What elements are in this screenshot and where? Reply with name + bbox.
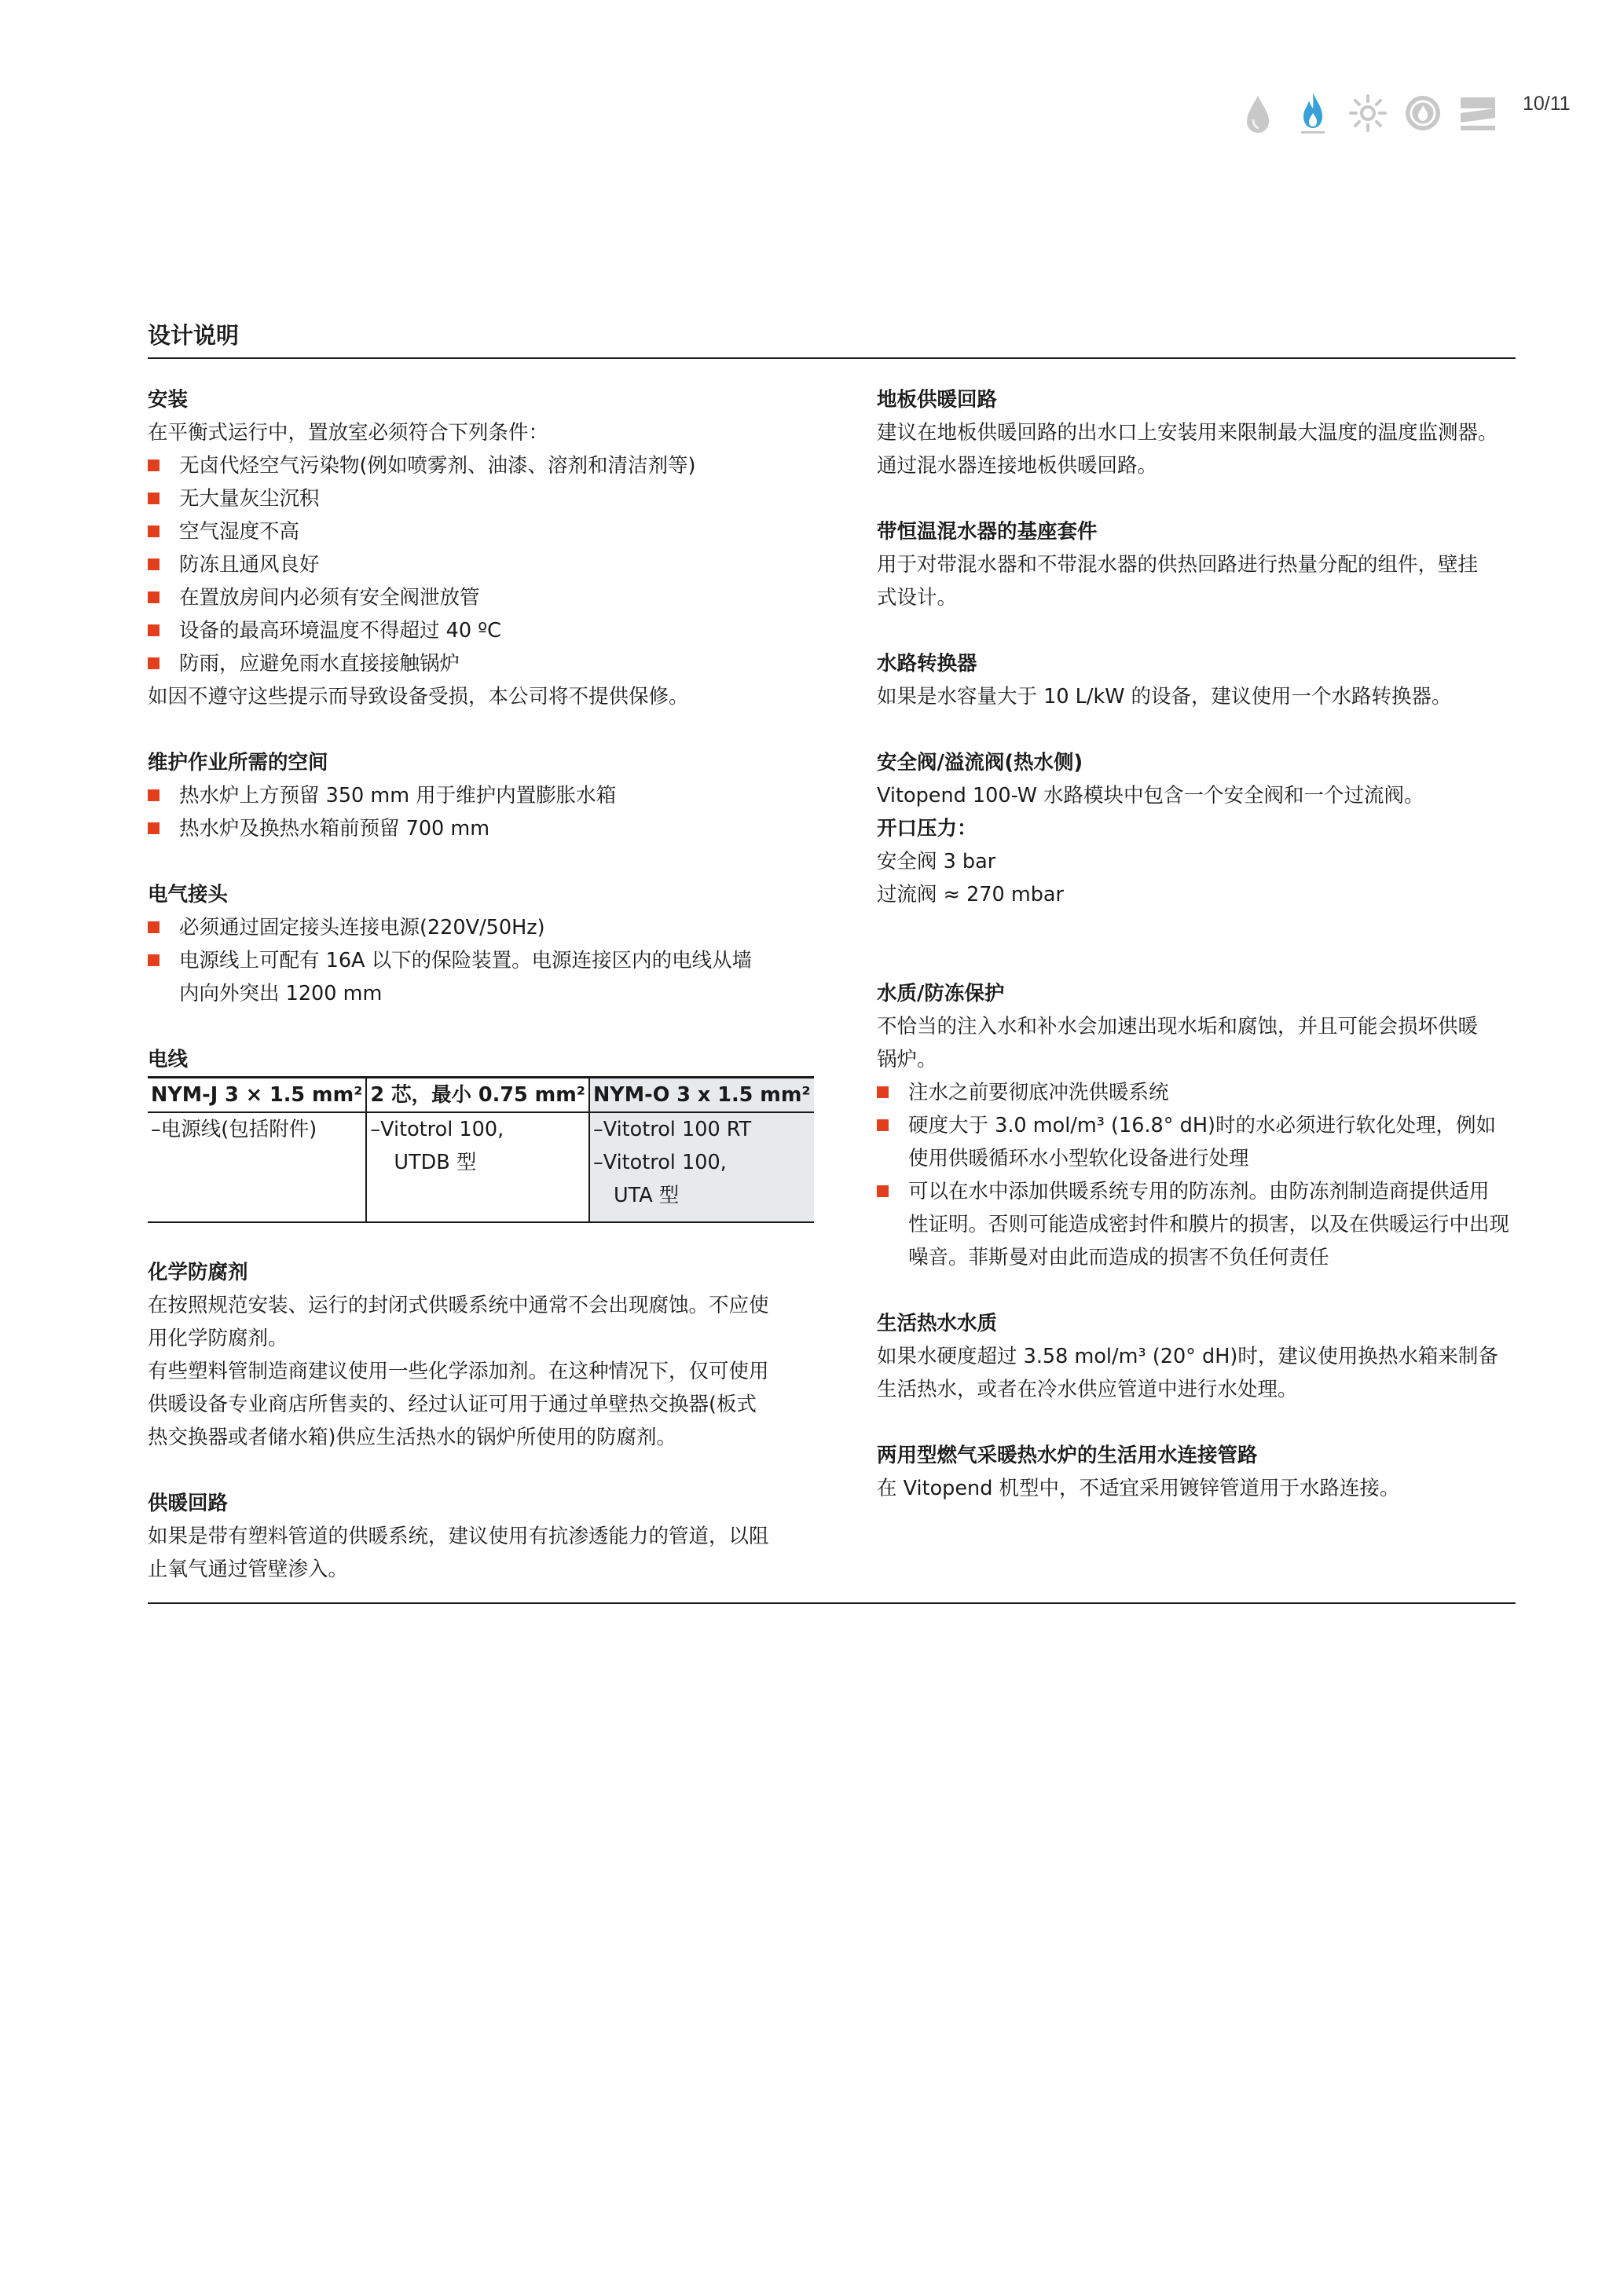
list-item: 电源线上可配有 16A 以下的保险装置。电源连接区内的电线从墙 内向外突出 1200 mm [148,944,788,1010]
section-electrical [148,878,788,1010]
section-title: 水路转换器 [877,652,977,676]
list-item: 热水炉及换热水箱前预留 700 mm [148,812,788,845]
body-text: 用于对带混水器和不带混水器的供热回路进行热量分配的组件，壁挂 [877,553,1479,577]
water-drop-icon [1238,90,1278,137]
section-title: 维护作业所需的空间 [148,751,328,774]
body-text: 不恰当的注入水和补水会加速出现水垢和腐蚀，并且可能会损坏供暖 [877,1015,1479,1038]
body-text: 如果水硬度超过 3.58 mol/m³ (20° dH)时，建议使用换热水箱来制备 [877,1345,1498,1368]
section-title: 化学防腐剂 [148,1261,248,1284]
right-column [877,383,1537,1538]
body-text: 在按照规范安装、运行的封闭式供暖系统中通常不会出现腐蚀。不应使 [148,1294,769,1317]
list-item: 必须通过固定接头连接电源(220V/50Hz) [148,911,788,944]
boiler-icon [1403,90,1443,137]
body-text: 锅炉。 [877,1048,937,1071]
left-column [148,383,811,1619]
table-cell: –Vitotrol 100 RT –Vitotrol 100, UTA 型 [589,1112,814,1222]
table-header: NYM-O 3 x 1.5 mm² [589,1078,814,1113]
section-title: 生活热水水质 [877,1312,998,1335]
body-text: 建议在地板供暖回路的出水口上安装用来限制最大温度的温度监测器。 [877,421,1498,445]
list-item: 防雨，应避免雨水直接接触锅炉 [148,647,788,680]
table-header: 2 芯，最小 0.75 mm² [366,1078,589,1113]
list-item: 设备的最高环境温度不得超过 40 ºC [148,614,788,647]
section-title: 水质/防冻保护 [877,982,1005,1005]
list-item: 可以在水中添加供暖系统专用的防冻剂。由防冻剂制造商提供适用 性证明。否则可能造成密封件和膜片的损害，以及在供暖运行中出现 噪音。菲斯曼对由此而造成的损害不负任何责任 [877,1175,1537,1274]
body-text: 如果是带有塑料管道的供暖系统，建议使用有抗渗透能力的管道，以阻 [148,1525,769,1548]
bottom-divider [148,1602,1516,1604]
section-title: 安全阀/溢流阀(热水侧) [877,751,1083,774]
list-item: 硬度大于 3.0 mol/m³ (16.8° dH)时的水必须进行软化处理，例如 使用供暖循环水小型软化设备进行处理 [877,1109,1537,1175]
section-installation [148,383,788,713]
list-item: 防冻且通风良好 [148,548,788,581]
sun-icon [1348,90,1388,137]
section-floor-heating [877,383,1537,482]
list-item: 空气湿度不高 [148,515,788,548]
body-text: 止氧气通过管壁渗入。 [148,1558,349,1581]
gas-flame-icon [1293,90,1333,137]
table-row [148,1112,814,1222]
list-item: 注水之前要彻底冲洗供暖系统 [877,1076,1537,1109]
body-text: Vitopend 100-W 水路模块中包含一个安全阀和一个过流阀。 [877,784,1424,807]
top-divider [148,357,1516,359]
section-title: 安装 [148,388,189,412]
body-text: 在 Vitopend 机型中，不适宜采用镀锌管道用于水路连接。 [877,1477,1400,1500]
cable-table [148,1076,814,1223]
pressure-value: 安全阀 3 bar [877,850,996,873]
section-title: 地板供暖回路 [877,388,998,412]
header-icon-bar [1238,90,1498,137]
section-heating-circuit [148,1487,788,1586]
section-cables [148,1043,811,1223]
body-text: 生活热水，或者在冷水供应管道中进行水处理。 [877,1378,1298,1401]
fluid-layers-icon [1458,90,1498,137]
section-title: 带恒温混水器的基座套件 [877,520,1098,544]
body-text: 式设计。 [877,586,958,610]
list-item: 热水炉上方预留 350 mm 用于维护内置膨胀水箱 [148,779,788,812]
list-item: 无卤代烃空气污染物(例如喷雾剂、油漆、溶剂和清洁剂等) [148,449,788,482]
list-item: 在置放房间内必须有安全阀泄放管 [148,581,788,614]
table-header: NYM-J 3 × 1.5 mm² [148,1078,366,1113]
section-title: 电气接头 [148,883,229,906]
body-text: 通过混水器连接地板供暖回路。 [877,454,1158,478]
section-title: 供暖回路 [148,1492,229,1515]
section-base-kit [877,515,1537,614]
intro-text: 在平衡式运行中，置放室必须符合下列条件： [148,421,549,445]
body-text: 供暖设备专业商店所售卖的、经过认证可用于通过单壁热交换器(板式 [148,1393,757,1416]
pressure-label: 开口压力： [877,817,977,840]
section-water-quality [877,977,1537,1274]
section-combi-dhw-piping [877,1439,1537,1505]
table-cell: –电源线(包括附件) [148,1112,366,1222]
outro-text: 如因不遵守这些提示而导致设备受损，本公司将不提供保修。 [148,685,689,709]
section-anticorrosion [148,1256,788,1454]
body-text: 如果是水容量大于 10 L/kW 的设备，建议使用一个水路转换器。 [877,685,1452,709]
list-item: 无大量灰尘沉积 [148,482,788,515]
section-maintenance-space [148,746,788,845]
pressure-value: 过流阀 ≈ 270 mbar [877,883,1064,906]
section-safety-valve [877,746,1537,911]
page-number: 10/11 [1523,93,1571,115]
body-text: 热交换器或者储水箱)供应生活热水的锅炉所使用的防腐剂。 [148,1426,676,1449]
body-text: 有些塑料管制造商建议使用一些化学添加剂。在这种情况下，仅可使用 [148,1360,769,1383]
section-title: 两用型燃气采暖热水炉的生活用水连接管路 [877,1444,1258,1467]
table-cell: –Vitotrol 100, UTDB 型 [366,1112,589,1222]
section-dhw-quality [877,1307,1537,1406]
section-title: 电线 [148,1048,189,1071]
page-title: 设计说明 [148,322,240,349]
section-hydraulic-separator [877,647,1537,713]
body-text: 用化学防腐剂。 [148,1327,288,1350]
